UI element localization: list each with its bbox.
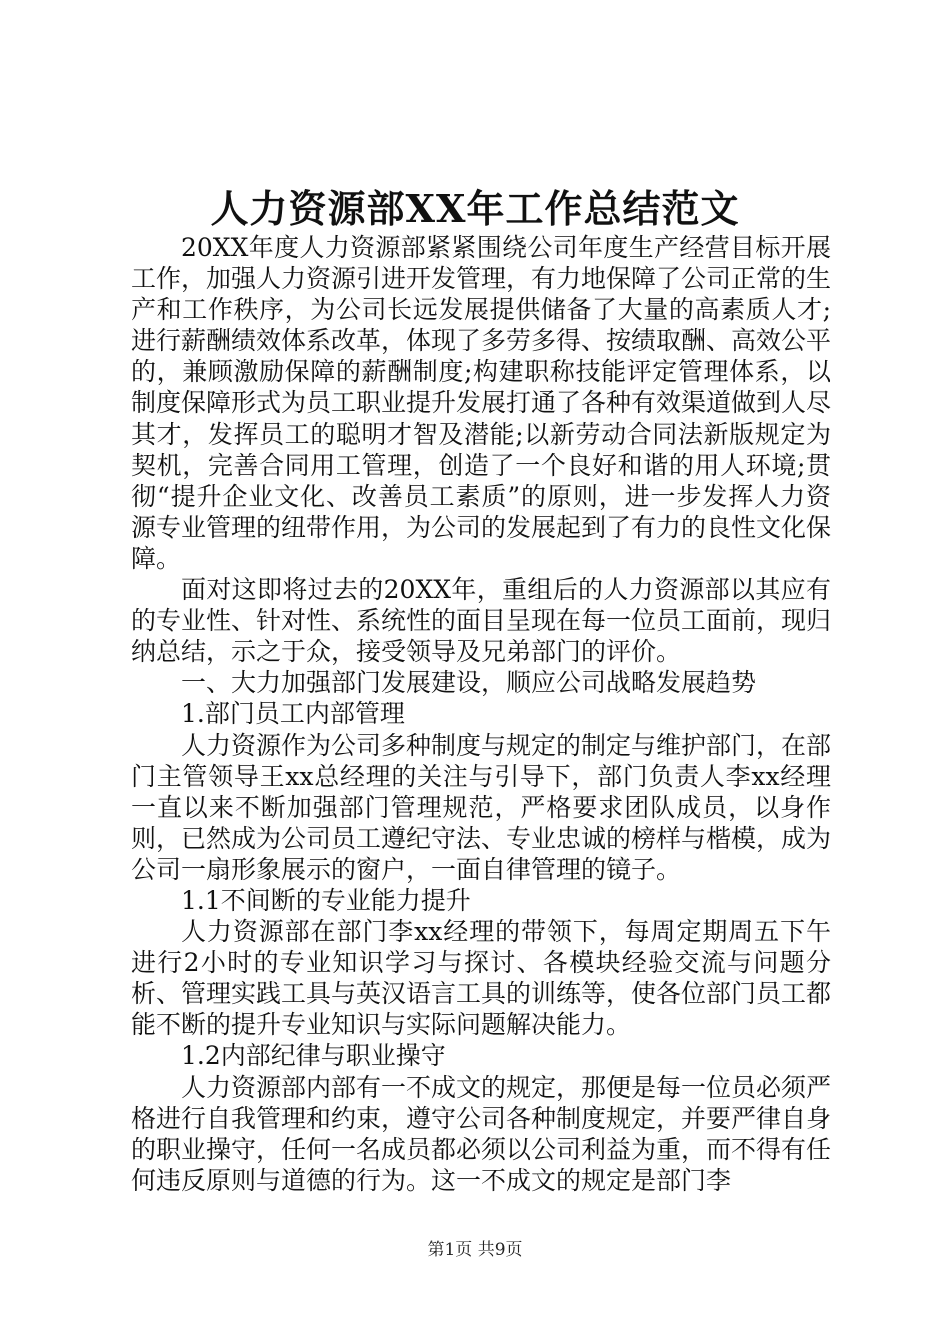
paragraph-intro: 20XX年度人力资源部紧紧围绕公司年度生产经营目标开展工作，加强人力资源引进开发管理，有力地保障了公司正常的生产和工作秩序，为公司长远发展提供储备了大量的高素质人才;进行薪酬绩效体系改革，体现了多劳多得、按绩取酬、高效公平的，兼顾激励保障的薪酬制度;构建职称技能评定管理体系，以制度保障形式为员工职业提升发展打通了各种有效渠道做到人尽其才，发挥员工的聪明才智及潜能;以新劳动合同法新版规定为契机，完善合同用工管理，创造了一个良好和谐的用人环境;贯彻“提升企业文化、改善员工素质”的原则，进一步发挥人力资源专业管理的纽带作用，为公司的发展起到了有力的良性文化保障。: [131, 233, 832, 573]
subsection-heading-1-1: 1.1不间断的专业能力提升: [181, 885, 471, 915]
paragraph-department-management: 人力资源作为公司多种制度与规定的制定与维护部门，在部门主管领导王xx总经理的关注与引导下，部门负责人李xx经理一直以来不断加强部门管理规范，严格要求团队成员，以身作则，已然成为公司员工遵纪守法、专业忠诚的榜样与楷模，成为公司一扇形象展示的窗户，一面自律管理的镜子。: [131, 730, 832, 884]
subsection-heading-1-2: 1.2内部纪律与职业操守: [181, 1041, 446, 1071]
document-title: 人力资源部XX年工作总结范文: [210, 186, 740, 231]
section-heading-1: 一、大力加强部门发展建设，顺应公司战略发展趋势: [181, 668, 757, 698]
subsection-heading-1: 1.部门员工内部管理: [181, 699, 405, 729]
page-number-footer: 第1页 共9页: [427, 1240, 523, 1260]
paragraph-professional-training: 人力资源部在部门李xx经理的带领下，每周定期周五下午进行2小时的专业知识学习与探讨、各模块经验交流与问题分析、管理实践工具与英汉语言工具的训练等，使各位部门员工都能不断的提升专业知识与实际问题解决能力。: [131, 917, 832, 1040]
paragraph-summary: 面对这即将过去的20XX年，重组后的人力资源部以其应有的专业性、针对性、系统性的面目呈现在每一位员工面前，现归纳总结，示之于众，接受领导及兄弟部门的评价。: [131, 575, 832, 667]
document-body: [131, 232, 831, 1196]
paragraph-discipline: 人力资源部内部有一不成文的规定，那便是每一位员必须严格进行自我管理和约束，遵守公司各种制度规定，并要严律自身的职业操守，任何一名成员都必须以公司利益为重，而不得有任何违反原则与道德的行为。这一不成文的规定是部门李: [131, 1072, 832, 1195]
